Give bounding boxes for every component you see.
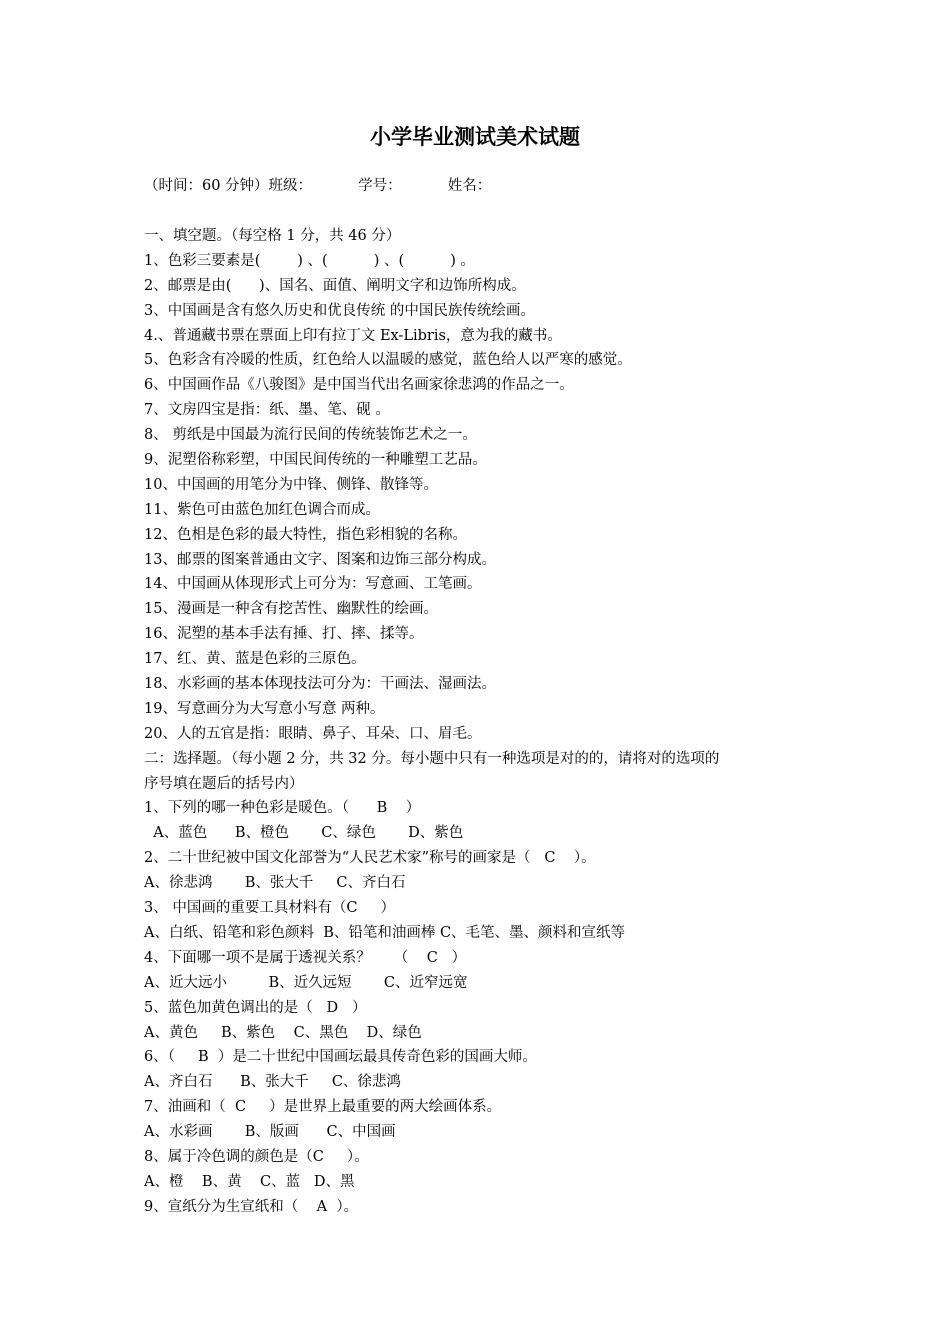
question-list [144,224,824,1220]
question-line: 1、下列的哪一种色彩是暖色。（ B ） [144,800,421,817]
question-line: 8、属于冷色调的颜色是（C ）。 [144,1148,369,1165]
answer-options: A、白纸、铅笔和彩色颜料 B、铅笔和油画棒 C、毛笔、墨、颜料和宣纸等 [144,924,626,941]
question-line: 9、宣纸分为生宣纸和（ A ）。 [144,1198,359,1215]
question-line: 7、油画和（ C ）是世界上最重要的两大绘画体系。 [144,1099,502,1116]
section-heading-multiple-choice: 二：选择题。（每小题 2 分，共 32 分。每小题中只有一种选项是对的的，请将对的选项的 [144,750,720,767]
exam-info-line: （时间：60 分钟）班级： 学号： 姓名： [144,178,492,194]
section-heading-fill-blank: 一、填空题。（每空格 1 分，共 46 分） [144,228,401,244]
question-line: 5、蓝色加黄色调出的是（ D ） [144,999,367,1016]
page-title: 小学毕业测试美术试题 [370,125,580,149]
question-line: 13、邮票的图案普通由文字、图案和边饰三部分构成。 [144,551,496,568]
question-line: 11、紫色可由蓝色加红色调合而成。 [144,501,380,518]
question-line: 7、文房四宝是指：纸、墨、笔、砚 。 [144,402,390,419]
question-line: 2、二十世纪被中国文化部誉为“人民艺术家”称号的画家是（ C ）。 [144,850,596,867]
question-line: 18、水彩画的基本体现技法可分为：干画法、湿画法。 [144,676,496,693]
question-line: 14、中国画从体现形式上可分为：写意画、工笔画。 [144,576,482,593]
question-line: 8、 剪纸是中国最为流行民间的传统装饰艺术之一。 [144,427,477,444]
question-line: 10、中国画的用笔分为中锋、侧锋、散锋等。 [144,476,438,493]
question-line: 4、下面哪一项不是属于透视关系？ （ C ） [144,949,467,966]
question-line: 1、色彩三要素是( ) 、( ) 、( ) 。 [144,252,476,269]
question-line: 3、中国画是含有悠久历史和优良传统 的中国民族传统绘画。 [144,302,535,319]
question-line: 17、红、黄、蓝是色彩的三原色。 [144,651,366,668]
question-line: 6、中国画作品《八骏图》是中国当代出名画家徐悲鸿的作品之一。 [144,377,574,394]
question-line: 2、邮票是由( )、国名、面值、阐明文字和边饰所构成。 [144,277,526,294]
question-line: 20、人的五官是指：眼睛、鼻子、耳朵、口、眉毛。 [144,725,482,742]
question-line: 16、泥塑的基本手法有捶、打、摔、揉等。 [144,626,424,643]
answer-options: A、近大远小 B、近久远短 C、近窄远宽 [144,974,468,991]
answer-options: A、齐白石 B、张大千 C、徐悲鸿 [144,1074,401,1091]
answer-options: A、徐悲鸿 B、张大千 C、齐白石 [144,875,406,892]
question-line: 5、色彩含有冷暖的性质，红色给人以温暖的感觉，蓝色给人以严寒的感觉。 [144,352,632,369]
question-line: 6、（ B ）是二十世纪中国画坛最具传奇色彩的国画大师。 [144,1049,537,1066]
question-line: 3、 中国画的重要工具材料有（C ） [144,900,395,917]
answer-options: A、蓝色 B、橙色 C、绿色 D、紫色 [144,825,464,842]
section-heading-continued: 序号填在题后的括号内） [144,775,304,792]
answer-options: A、黄色 B、紫色 C、黑色 D、绿色 [144,1024,422,1041]
question-line: 19、写意画分为大写意小写意 两种。 [144,700,385,717]
question-line: 4.、普通藏书票在票面上印有拉丁文 Ex-Libris，意为我的藏书。 [144,327,562,344]
answer-options: A、水彩画 B、版画 C、中国画 [144,1124,396,1141]
question-line: 9、泥塑俗称彩塑，中国民间传统的一种雕塑工艺品。 [144,452,487,469]
question-line: 12、色相是色彩的最大特性，指色彩相貌的名称。 [144,526,467,543]
question-line: 15、漫画是一种含有挖苦性、幽默性的绘画。 [144,601,438,618]
answer-options: A、橙 B、黄 C、蓝 D、黑 [144,1173,355,1190]
